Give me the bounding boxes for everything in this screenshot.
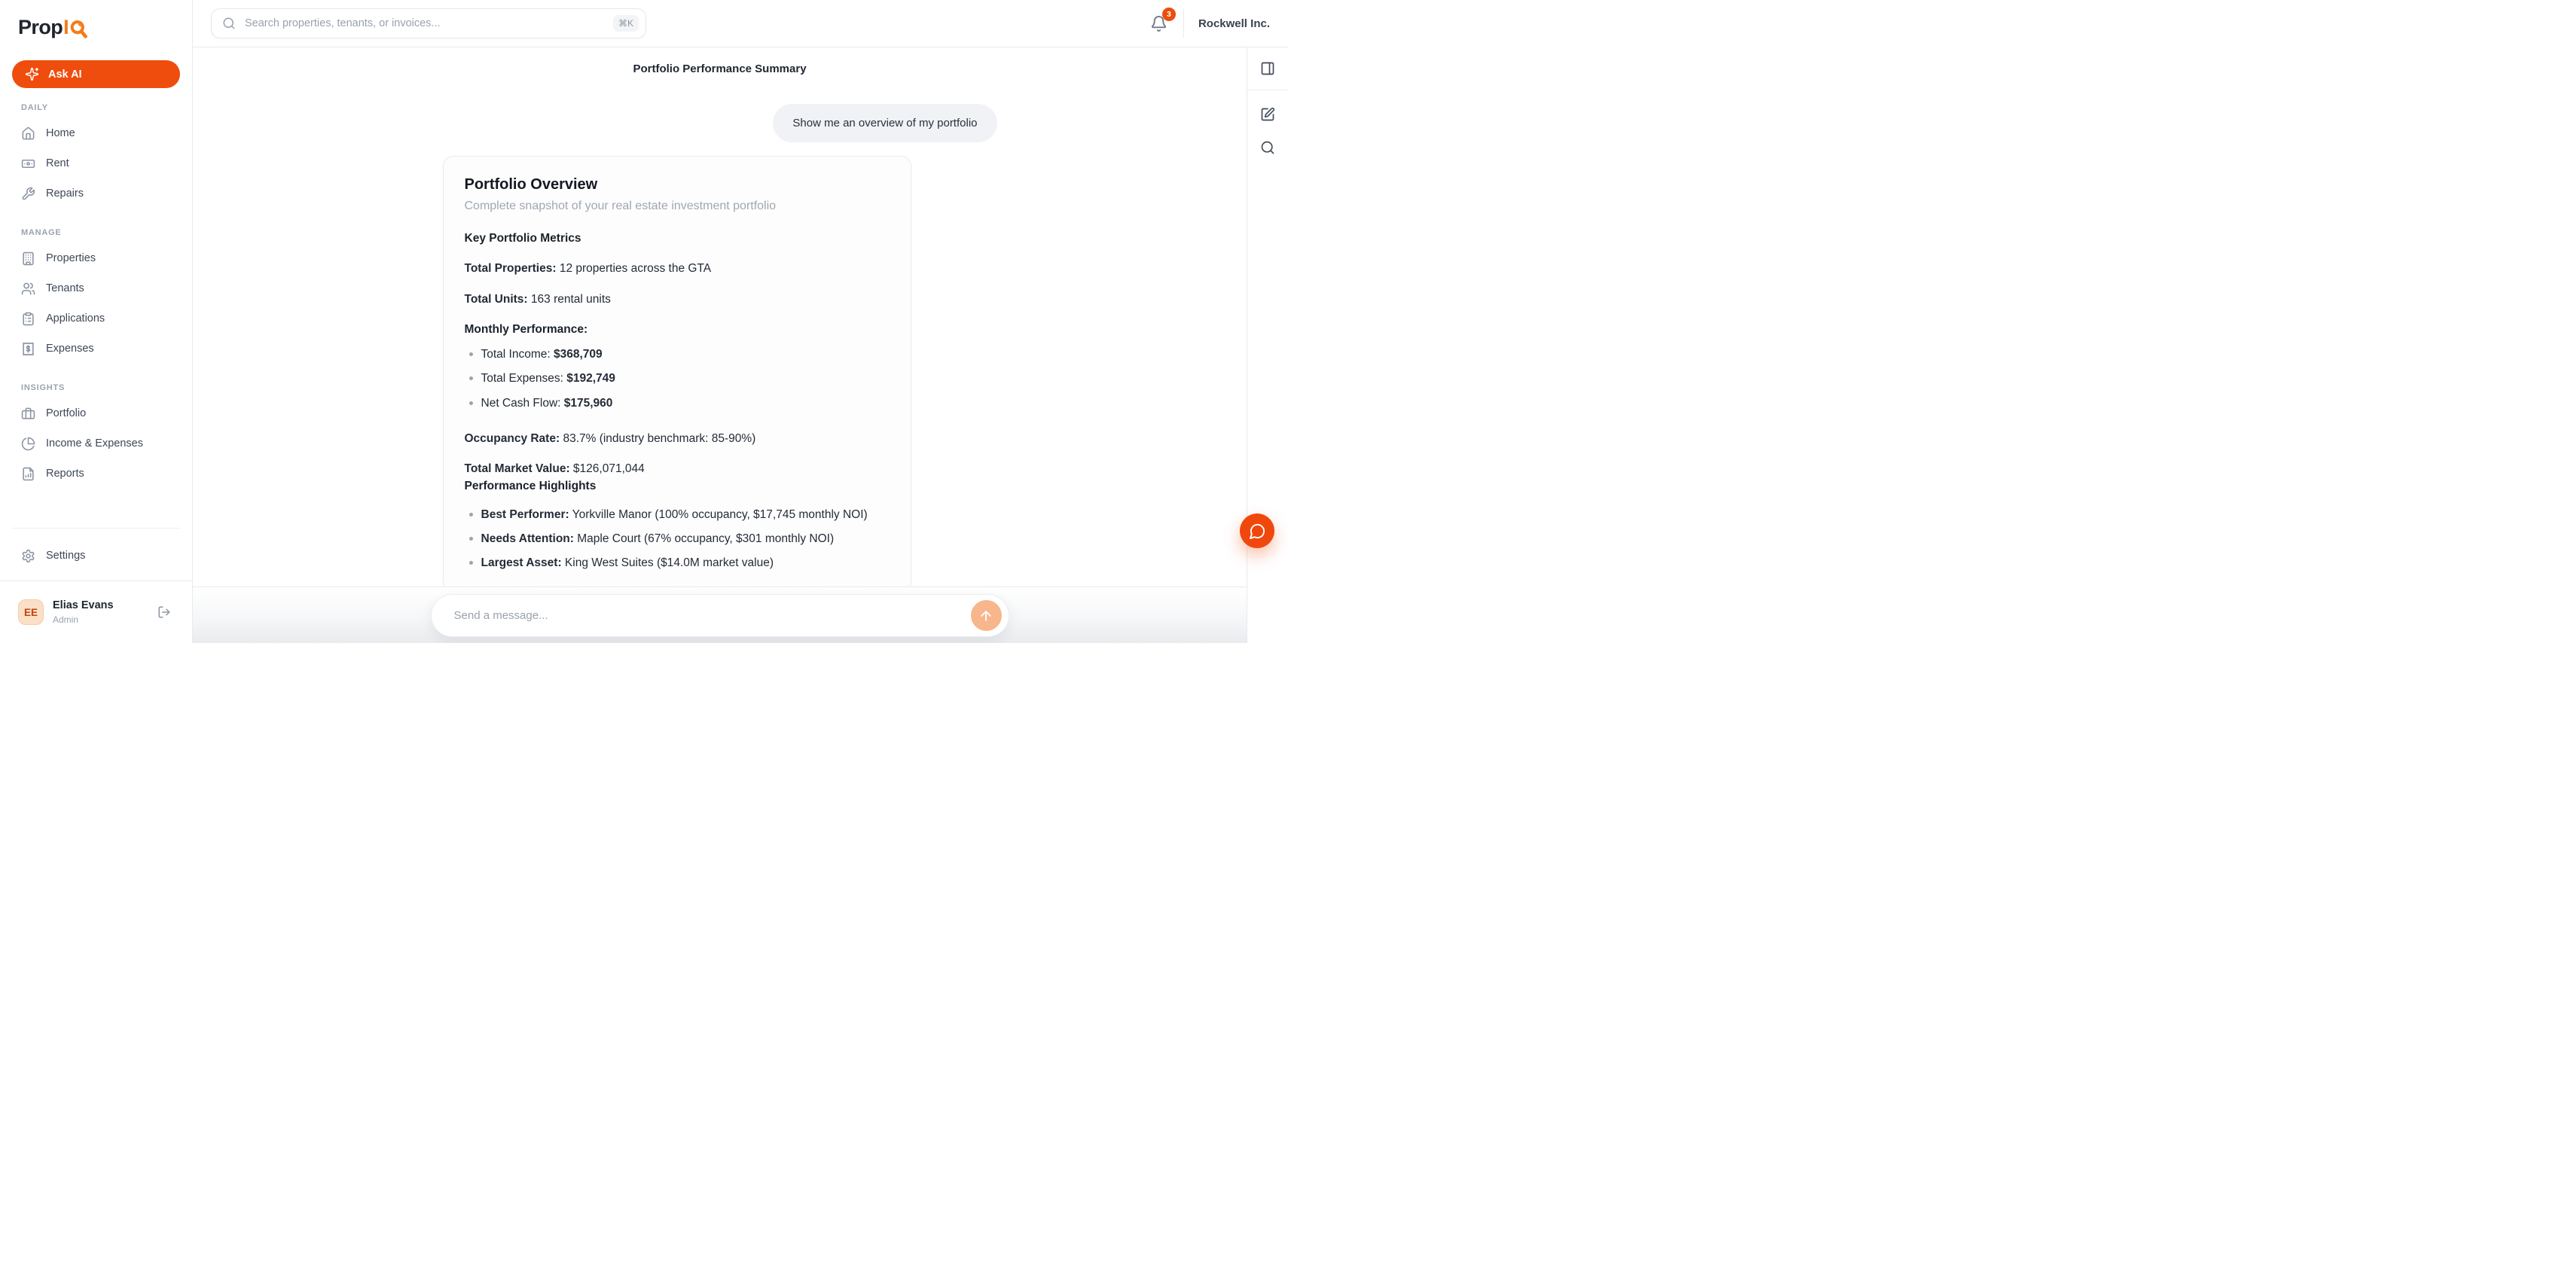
logout-icon: [157, 605, 171, 619]
logo-text: Prop: [18, 16, 63, 38]
user-message-row: [443, 104, 997, 142]
list-item: Total Income: $368,709: [481, 346, 890, 363]
sidebar-item-label: Portfolio: [46, 407, 87, 419]
building-icon: [21, 251, 35, 266]
magnifier-q-icon: [69, 20, 88, 40]
search-chats-button[interactable]: [1254, 134, 1281, 161]
compose-icon: [1260, 107, 1275, 122]
section-label-insights: INSIGHTS: [21, 383, 66, 392]
list-item: Best Performer: Yorkville Manor (100% occupancy, $17,745 monthly NOI): [481, 506, 890, 523]
card-line: Total Market Value: $126,071,044: [464, 462, 645, 475]
sidebar-item-label: Properties: [46, 252, 96, 264]
header-divider: [1183, 9, 1184, 38]
card-line: Occupancy Rate: 83.7% (industry benchmark: 85-90%): [464, 431, 756, 445]
sidebar-item-rent[interactable]: [12, 148, 180, 178]
sidebar-item-home[interactable]: [12, 118, 180, 148]
wrench-icon: [21, 187, 35, 201]
sidebar-item-income-expenses[interactable]: [12, 428, 180, 459]
ask-ai-button[interactable]: [12, 60, 180, 88]
sidebar-nav: [0, 88, 192, 489]
file-chart-icon: [21, 467, 35, 481]
users-icon: [21, 282, 35, 296]
user-name: Elias Evans: [53, 599, 114, 612]
chat-area: [193, 47, 1247, 587]
sidebar-item-expenses[interactable]: [12, 334, 180, 364]
card-line: Total Units: 163 rental units: [464, 292, 611, 306]
highlights-list: [465, 506, 890, 572]
ai-response-card: [443, 156, 911, 587]
pie-chart-icon: [21, 437, 35, 451]
rail-top-section: [1247, 47, 1288, 90]
sidebar-item-label: Settings: [46, 550, 86, 562]
sidebar-item-label: Applications: [46, 312, 105, 325]
banknote-icon: [21, 157, 35, 171]
sidebar-item-label: Income & Expenses: [46, 437, 143, 449]
sidebar-item-applications[interactable]: [12, 303, 180, 334]
search-icon: [222, 17, 236, 30]
sidebar-item-repairs[interactable]: [12, 178, 180, 209]
right-rail: [1247, 47, 1288, 643]
card-heading: Monthly Performance:: [464, 322, 588, 336]
user-message-bubble: Show me an overview of my portfolio: [773, 104, 997, 142]
message-input[interactable]: [453, 608, 971, 623]
section-label-manage: MANAGE: [21, 228, 62, 237]
sidebar-item-tenants[interactable]: [12, 273, 180, 303]
user-box: [0, 581, 192, 643]
list-item: Net Cash Flow: $175,960: [481, 395, 890, 412]
briefcase-icon: [21, 407, 35, 421]
avatar: EE: [18, 599, 44, 625]
sidebar-item-reports[interactable]: [12, 459, 180, 489]
composer-footer: [193, 587, 1247, 643]
chat-bubble-icon: [1249, 523, 1266, 540]
chat-column: [431, 62, 1009, 587]
settings-block: [12, 528, 180, 581]
brand-logo: [0, 0, 192, 38]
org-name: Rockwell Inc.: [1198, 17, 1270, 30]
sidebar-item-label: Home: [46, 127, 75, 139]
send-button[interactable]: [971, 600, 1002, 631]
chat-fab-button[interactable]: [1240, 513, 1274, 548]
search-shortcut-badge: ⌘K: [613, 15, 639, 32]
card-heading: Key Portfolio Metrics: [464, 232, 581, 245]
sidebar-item-label: Tenants: [46, 282, 84, 294]
notifications-button[interactable]: [1149, 9, 1171, 34]
search-input[interactable]: [243, 17, 606, 30]
user-meta: [53, 599, 145, 625]
sidebar-item-label: Repairs: [46, 187, 84, 200]
card-line: Total Properties: 12 properties across the GTA: [464, 262, 712, 276]
sidebar-item-settings[interactable]: [12, 541, 180, 571]
card-subtitle: Complete snapshot of your real estate investment portfolio: [464, 200, 777, 212]
logout-button[interactable]: [154, 602, 174, 622]
ask-ai-label: Ask AI: [48, 68, 82, 81]
card-heading: Performance Highlights: [464, 480, 597, 493]
global-search[interactable]: [211, 8, 646, 38]
sidebar-spacer: [0, 489, 192, 528]
logo-accent-letter: I: [63, 16, 69, 38]
top-header: [193, 0, 1288, 47]
home-icon: [21, 126, 35, 141]
header-right: [1149, 9, 1270, 38]
list-item: Total Expenses: $192,749: [481, 370, 890, 387]
app-window: [0, 0, 1288, 643]
receipt-icon: [21, 342, 35, 356]
card-title: Portfolio Overview: [464, 176, 598, 193]
list-item: Largest Asset: King West Suites ($14.0M market value): [481, 554, 890, 571]
sparkles-icon: [25, 67, 39, 81]
metrics-list: [465, 346, 890, 412]
toggle-panel-button[interactable]: [1254, 55, 1281, 82]
message-composer[interactable]: [431, 594, 1009, 637]
arrow-up-icon: [978, 608, 993, 623]
notification-count-badge: 3: [1162, 8, 1176, 21]
section-label-daily: DAILY: [21, 103, 48, 112]
user-role: Admin: [53, 614, 79, 625]
panel-right-icon: [1260, 61, 1275, 76]
search-icon: [1260, 140, 1275, 155]
gear-icon: [21, 549, 35, 563]
new-chat-button[interactable]: [1254, 101, 1281, 128]
sidebar-item-label: Reports: [46, 468, 84, 480]
sidebar: [0, 0, 193, 643]
list-item: Needs Attention: Maple Court (67% occupancy, $301 monthly NOI): [481, 530, 890, 547]
chat-title: Portfolio Performance Summary: [633, 62, 807, 75]
sidebar-item-properties[interactable]: [12, 243, 180, 273]
sidebar-item-portfolio[interactable]: [12, 398, 180, 428]
clipboard-list-icon: [21, 312, 35, 326]
sidebar-item-label: Expenses: [46, 343, 94, 355]
sidebar-item-label: Rent: [46, 157, 69, 169]
